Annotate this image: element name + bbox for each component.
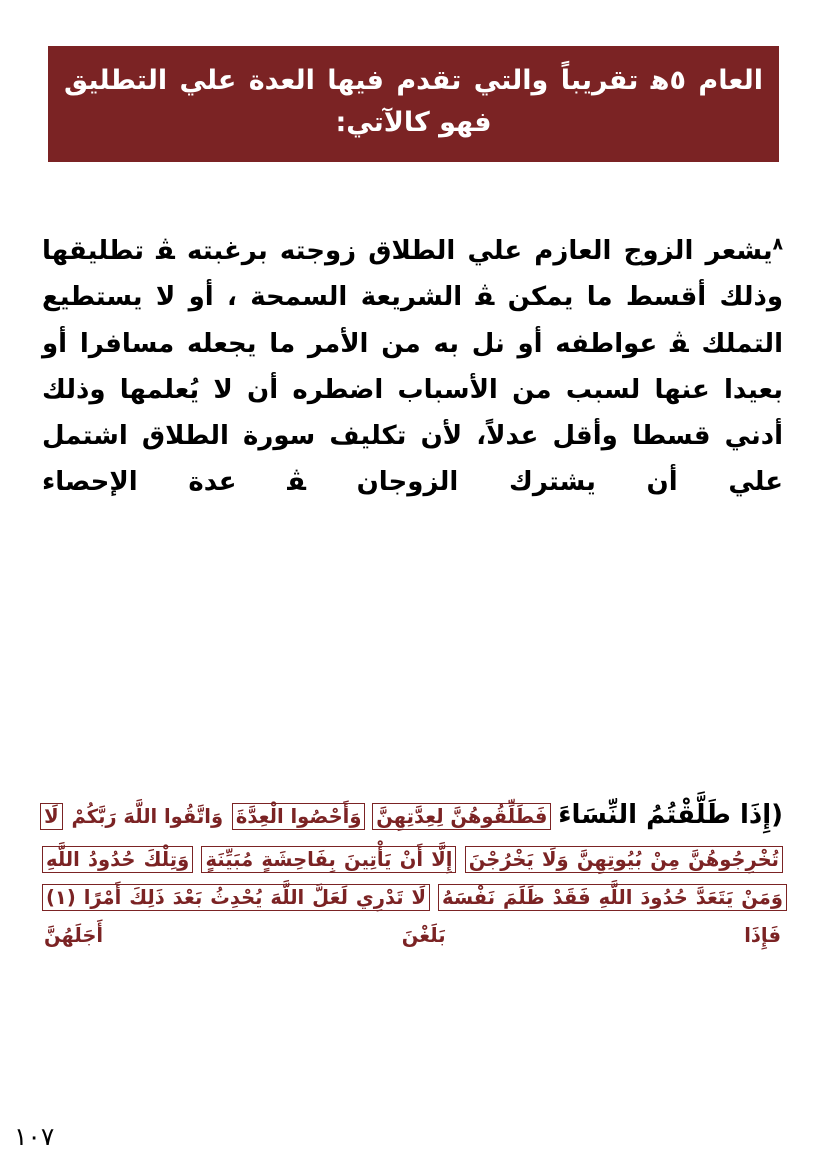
quran-opening-text: (إِذَا طَلَّقْتُمُ النِّسَاءَ — [558, 800, 783, 830]
footnote-marker: ٨ — [772, 234, 783, 255]
quran-fragment: فَإِذَا بَلَغْنَ أَجَلَهُنَّ — [44, 923, 781, 947]
quran-fragment: فَطَلِّقُوهُنَّ لِعِدَّتِهِنَّ — [372, 803, 551, 830]
quran-fragment: وَأَحْصُوا الْعِدَّةَ — [232, 803, 366, 830]
page-number: ١٠٧ — [14, 1122, 55, 1151]
body-paragraph — [42, 228, 783, 506]
section-heading-banner: العام ٥ﻫ تقريباً والتي تقدم فيها العدة علي التطليق فهو كالآتي: — [48, 46, 779, 162]
quran-fragment: وَتِلْكَ حُدُودُ اللَّهِ وَمَنْ يَتَعَدَّ حُدُودَ اللَّهِ فَقَدْ ظَلَمَ نَفْسَهُ — [42, 846, 787, 911]
quran-fragment: لَا تَدْرِي لَعَلَّ اللَّهَ يُحْدِثُ بَعْدَ ذَلِكَ أَمْرًا (١) — [42, 884, 430, 911]
quran-quotation-block — [42, 790, 783, 955]
quran-fragment: إِلَّا أَنْ يَأْتِينَ بِفَاحِشَةٍ مُبَيِّنَةٍ — [201, 846, 456, 873]
quran-fragment: وَاتَّقُوا اللَّهَ رَبَّكُمْ — [71, 805, 224, 828]
quran-fragment: لَا تُخْرِجُوهُنَّ مِنْ بُيُوتِهِنَّ وَلَا يَخْرُجْنَ — [40, 803, 783, 873]
body-paragraph-text: يشعر الزوج العازم علي الطلاق زوجته برغبته ﭭ تطليقها وذلك أقسط ما يمكن ﭭ الشريعة السمحة ، أو لا يستطيع التملك ﭭ عواطفه أو نل به من الأمر ما يجعله مسافرا أو بعيدا عنها لسبب من الأسباب اضطره أن لا يُعلمها وذلك أدني قسطا وأقل عدلاً، لأن تكليف سورة الطلاق اشتمل علي أن يشترك الزوجان ﭭ عدة الإحصاء — [42, 236, 783, 498]
